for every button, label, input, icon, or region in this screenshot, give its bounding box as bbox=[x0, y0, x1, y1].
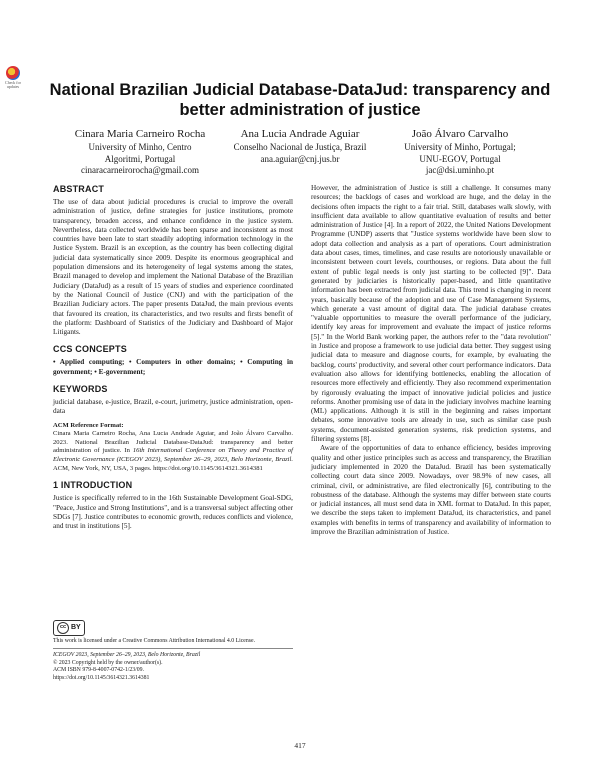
reference-heading: ACM Reference Format: bbox=[53, 421, 124, 429]
introduction-text: Justice is specifically referred to in the 16th Sustainable Development Goal-SDG, "Peace, Justice and Strong Institutions", and is a transversal subject affecting other SDGs [7]. Justice contributes to economic growth, reduces conflicts and violence, and trust in institutions [5]. bbox=[53, 494, 293, 531]
author-affiliation: University of Minho, Centro bbox=[88, 142, 192, 152]
keywords-heading: KEYWORDS bbox=[53, 384, 108, 395]
author-email: ana.aguiar@cnj.jus.br bbox=[260, 153, 340, 164]
license-block bbox=[53, 620, 293, 682]
paper-title: National Brazilian Judicial Database-DataJud: transparency and better administration of justice bbox=[49, 81, 551, 119]
license-divider bbox=[53, 648, 293, 649]
conference-line: ICEGOV 2023, September 26–29, 2023, Belo Horizonte, Brazil bbox=[53, 652, 201, 659]
author-email: cinaracarneirorocha@gmail.com bbox=[81, 165, 199, 175]
author-1 bbox=[60, 127, 220, 177]
author-affiliation: University of Minho, Portugal; bbox=[404, 142, 516, 152]
left-column bbox=[53, 184, 293, 531]
author-name: Ana Lucia Andrade Aguiar bbox=[240, 128, 360, 140]
cc-by-label: BY bbox=[71, 624, 81, 632]
body-paragraph: However, the administration of Justice is still a challenge. It consumes many resources; the backlogs of cases and workload are huge, and the delay in the decisions often impacts the right to a fair trial. Still, databases walk slowly, with insufficient data available to allow quantitative evaluation of results and better administration of Justice [4]. In a report of 2022, the United Nations Development Programme (UNDP) asserts that "Justice systems worldwide have been slow to adopt data collection and analysis as a part of operations. Court administration data about cases, times, timelines, and case results are notoriously unavailable or inconsistent between court levels, courthouses, or regions. Data about the full extent of public legal needs is only just starting to be collected [9]". Data generated by judiciaries is historically paper-based, and little quantitative information has been extracted from judicial data. This trend is changing in recent years, basically because of the adoption and use of Case Management Systems, which generate a vast amount of digital data. The judicial database creates "valuable opportunities to measure the overall performance of the judiciary, identify key areas for improvement and evaluate the impact of justice reforms [5]." In the World Bank working paper, the authors refer to the "data revolution" in Justice and propose a framework to use judicial data better. They suggest using judicial data to measure and diagnose courts, for example, by evaluating the backlog, courts' productivity, and several other court performance indicators. Data evaluation also allows for identifying bottlenecks, enabling the allocation of resources more effectively and efficiently. They also recommend experimentation by rigorously evaluating the impact of innovative judicial policies and justice reforms. Another promising use of data in the judiciary involves machine learning (ML) applications. Although it is still in the beginning and raises important debates, some innovative tools are already in use, such as similar case push systems, document-assisted generation systems, risk prediction systems, and filtering systems [8]. bbox=[311, 184, 551, 444]
author-block bbox=[60, 127, 540, 177]
cc-icon: cc bbox=[57, 622, 69, 634]
abstract-text: The use of data about judicial procedures is crucial to improve the overall administration of justice, define strategies for justice institutions, promote transparency, broaden access, and enhance confidence in the justice system. Nevertheless, data collected worldwide has been sparse and inconsistent as most countries have been late to start steadily adopting information technology in the Justice System. Brazil is an exception, as the country has been collecting digital judicial data systematically since 2009. Despite its enormous geographical and population dimensions and its heterogeneity of legal systems among the states, Brazil managed to develop and implement the National Database of the Brazilian Judiciary (DataJud) as a result of 15 years of studies and experience coordinated by the National Council of Justice (CNJ) and with the participation of the Brazilian Judiciary actors. The paper presents DataJud, the main previous events that favoured its creation, its characteristics, and two results and firsts benefit of the platform: Dashboard of Statistics of the Judiciary and Dashboard of Major Litigants. bbox=[53, 198, 293, 337]
keywords-text: judicial database, e-justice, Brazil, e-court, jurimetry, justice administration, open-data bbox=[53, 398, 293, 416]
check-for-updates-badge[interactable] bbox=[2, 66, 24, 96]
author-affiliation: UNU-EGOV, Portugal bbox=[419, 153, 501, 164]
reference-venue: 16th International Conference on Theory and Practice of Electronic Governance (ICEGOV 2023), September 26–29, 2023, Belo Horizonte, Brazil. bbox=[53, 447, 293, 464]
author-affiliation: Conselho Nacional de Justiça, Brazil bbox=[233, 142, 367, 152]
reference-text: Cinara Maria Carneiro Rocha, Ana Lucia Andrade Aguiar, and João Álvaro Carvalho. 2023. National Brazilian Judicial Database-DataJud: transparency and better administration of justice. In bbox=[53, 430, 293, 455]
author-name: Cinara Maria Carneiro Rocha bbox=[74, 128, 206, 140]
author-2 bbox=[220, 127, 380, 177]
badge-label: Check for updates bbox=[5, 80, 21, 89]
cc-by-badge[interactable] bbox=[53, 620, 85, 636]
doi-link[interactable]: https://doi.org/10.1145/3614321.3614381 bbox=[53, 674, 150, 681]
abstract-heading: ABSTRACT bbox=[53, 184, 105, 194]
ccs-text: • Applied computing; • Computers in other domains; • Computing in government; • E-government; bbox=[53, 358, 293, 376]
introduction-heading: 1 INTRODUCTION bbox=[53, 480, 133, 491]
ccs-heading: CCS CONCEPTS bbox=[53, 344, 127, 355]
reference-doi[interactable]: ACM, New York, NY, USA, 3 pages. https://doi.org/10.1145/3614321.3614381 bbox=[53, 464, 263, 472]
author-name: João Álvaro Carvalho bbox=[411, 128, 509, 140]
author-3 bbox=[380, 127, 540, 177]
isbn-line: ACM ISBN 979-8-4007-0742-1/23/09. bbox=[53, 667, 144, 674]
right-column bbox=[311, 184, 551, 537]
updates-icon bbox=[6, 66, 20, 80]
body-paragraph: Aware of the opportunities of data to enhance efficiency, besides improving quality and other justice principles such as access and transparency, the Brazilian judiciary implemented in 2020 the DataJud. Brazil has been systematically collecting court data since 2009. Nowadays, over 98.9% of new cases, all criminal, civil, or administrative, are filed electronically [6], contributing to the robustness of the database. Although the systems may differ between state courts or judicial instances, all must send data in XML format to DataJud. In this paper, we describe the steps taken to implement DataJud, its characteristics, and panel examples with benefits in terms of transparency and availability of information to improve the Brazilian administration of Justice. bbox=[311, 444, 551, 536]
license-statement: This work is licensed under a Creative Commons Attribution International 4.0 License. bbox=[53, 638, 256, 644]
author-affiliation: Algoritmi, Portugal bbox=[104, 153, 176, 164]
copyright-line: © 2023 Copyright held by the owner/author(s). bbox=[53, 659, 163, 666]
page-number: 417 bbox=[294, 741, 306, 750]
author-email: jac@dsi.uminho.pt bbox=[425, 165, 495, 175]
